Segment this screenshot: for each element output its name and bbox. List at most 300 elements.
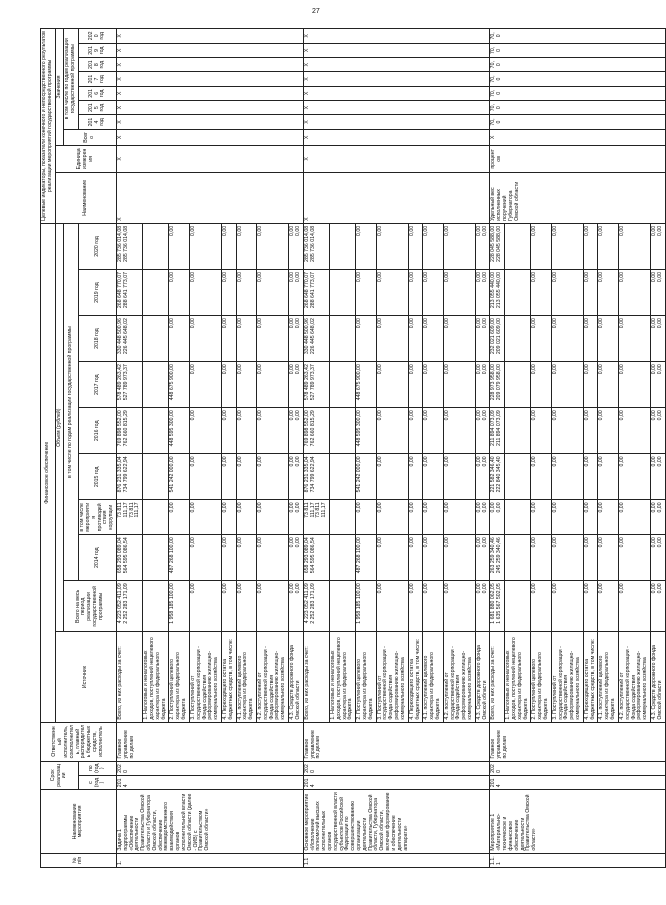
amount-anti: 0,00	[221, 500, 236, 535]
start-year: 2014	[303, 775, 490, 789]
executor: Главное управление по делам	[303, 722, 490, 761]
indicator-value: Х	[116, 29, 303, 44]
amount-y2016: 769 898 552,00 762 660 815,29	[303, 408, 329, 454]
amount-y2015	[329, 454, 355, 500]
amount-y2020: 0,00	[189, 223, 221, 269]
amount-y2019: 268 648 770,07 288 641 773,07	[116, 270, 142, 316]
amount-y2015	[143, 454, 169, 500]
amount-y2020: 0,00	[531, 223, 551, 269]
amount-y2015: 0,00	[189, 454, 221, 500]
header-unit: Единица измерения	[55, 146, 116, 173]
amount-y2017	[505, 362, 531, 408]
amount-y2014: 0,00	[423, 535, 443, 581]
header-end: по (год)	[79, 761, 117, 775]
page-number: 27	[312, 8, 320, 15]
amount-y2015: 0,00	[257, 454, 289, 500]
amount-anti: 0,00 0,00	[650, 500, 665, 535]
amount-total: 0,00 0,00	[289, 581, 304, 632]
amount-y2016: 0,00	[221, 408, 236, 454]
amount-y2017: 448 675 900,00	[169, 362, 189, 408]
header-2016: 2016 год	[79, 408, 117, 454]
header-ind-total: Всего	[64, 129, 117, 145]
amount-y2018: 0,00	[531, 316, 551, 362]
header-ind-name: Наименование	[55, 172, 116, 223]
amount-y2017: 0,00	[443, 362, 475, 408]
amount-y2019: 213 055 440,00 213 055 440,00	[490, 270, 505, 316]
end-year: 2020	[116, 761, 303, 775]
source-label: 2. Поступлений целевого характера из федерального бюджета	[356, 632, 376, 722]
header-ind-2016: 2016 год	[79, 86, 117, 100]
amount-y2016: 0,00 0,00	[475, 408, 490, 454]
amount-y2016: 0,00	[408, 408, 423, 454]
amount-y2019	[505, 270, 531, 316]
amount-y2017: 578 489 263,42 527 789 973,37	[116, 362, 142, 408]
amount-y2014: 658 293 089,04 564 595 086,54	[116, 535, 142, 581]
amount-total	[143, 581, 169, 632]
amount-total: 0,00	[408, 581, 423, 632]
indicator-name: Х	[116, 172, 303, 223]
amount-y2020: 0,00	[583, 223, 598, 269]
amount-anti: 0,00	[583, 500, 598, 535]
amount-total: 0,00	[423, 581, 443, 632]
indicator-value: Х	[303, 72, 490, 86]
source-label: 2. Поступлений целевого характера из федерального бюджета	[531, 632, 551, 722]
indicator-value: Х	[303, 86, 490, 100]
source-label: 3. Поступлений от государственной корпорации - Фонда содействия реформированию жилищно-коммунального хозяйства	[551, 632, 583, 722]
table-row	[116, 29, 142, 868]
amount-y2015: 0,00	[376, 454, 408, 500]
amount-y2016: 0,00	[583, 408, 598, 454]
amount-y2018: 0,00	[169, 316, 189, 362]
header-indicators: Целевые индикаторы, показатели конечного и непосредственного результатов реализации мероприятий государственной программы	[41, 29, 56, 224]
amount-total: 1 958 185 100,00	[169, 581, 189, 632]
amount-y2015: 0,00	[423, 454, 443, 500]
amount-y2017: 0,00 0,00	[475, 362, 490, 408]
amount-y2017: 448 675 900,00	[356, 362, 376, 408]
amount-y2018: 232 021 609,00 209 021 609,00	[490, 316, 505, 362]
header-period: Срок реализации	[41, 761, 79, 790]
amount-y2019	[329, 270, 355, 316]
amount-y2014: 0,00	[221, 535, 236, 581]
source-label: Всего, из них расходы за счет:	[303, 632, 329, 722]
amount-y2018: 0,00 0,00	[650, 316, 665, 362]
source-label: 4.1. поступлений целевого характера из федерального бюджета	[598, 632, 618, 722]
amount-y2020: 0,00 0,00	[475, 223, 490, 269]
indicator-value: 70,0	[490, 58, 665, 72]
activity-name: Мероприятие 1 «Материально-техническое и финансовое обеспечение деятельности Правительства Омской области»	[490, 790, 665, 853]
amount-y2018: 0,00	[356, 316, 376, 362]
amount-y2014	[505, 535, 531, 581]
amount-y2017: 0,00	[221, 362, 236, 408]
indicator-name: Х	[303, 172, 490, 223]
indicator-total: Х	[490, 129, 665, 145]
amount-y2020: 0,00	[408, 223, 423, 269]
amount-y2020	[143, 223, 169, 269]
amount-y2020: 285 736 014,08 285 736 014,08	[303, 223, 329, 269]
amount-y2016: 769 898 552,00 762 660 815,29	[116, 408, 142, 454]
amount-y2015: 0,00	[583, 454, 598, 500]
amount-y2020: 0,00	[443, 223, 475, 269]
indicator-value: 70,0	[490, 86, 665, 100]
source-label: 1. Налоговых и неналоговых доходов, поступлений нецелевого характера из федерального бюджета	[329, 632, 355, 722]
amount-y2020: 0,00	[551, 223, 583, 269]
indicator-value: Х	[303, 115, 490, 129]
amount-total: 0,00	[598, 581, 618, 632]
amount-anti: 73 811 111,17 73 811 111,17	[116, 500, 142, 535]
amount-y2019	[143, 270, 169, 316]
header-ind-2017: 2017 год	[79, 72, 117, 86]
amount-y2018: 0,00	[189, 316, 221, 362]
amount-anti	[505, 500, 531, 535]
amount-anti: 0,00	[169, 500, 189, 535]
amount-y2017: 0,00	[423, 362, 443, 408]
amount-y2014: 0,00	[236, 535, 256, 581]
amount-y2017: 0,00 0,00	[289, 362, 304, 408]
header-num: № п/п	[41, 853, 117, 867]
amount-y2014: 0,00	[257, 535, 289, 581]
header-start: с (год)	[79, 775, 117, 789]
amount-y2017	[143, 362, 169, 408]
amount-y2016	[143, 408, 169, 454]
amount-y2017: 0,00	[531, 362, 551, 408]
amount-y2016: 211 894 073,09 211 894 073,09	[490, 408, 505, 454]
header-2015: 2015 год	[79, 454, 117, 500]
indicator-unit: Х	[116, 146, 303, 173]
amount-y2019: 0,00	[221, 270, 236, 316]
amount-total: 0,00	[583, 581, 598, 632]
amount-total: 0,00	[551, 581, 583, 632]
indicator-value: 70,0	[490, 115, 665, 129]
amount-y2020: 0,00	[221, 223, 236, 269]
amount-y2020: 0,00	[257, 223, 289, 269]
amount-y2017: 0,00	[189, 362, 221, 408]
amount-y2014: 0,00	[598, 535, 618, 581]
amount-y2015: 0,00	[598, 454, 618, 500]
amount-y2014	[329, 535, 355, 581]
header-ind-2019: 2019 год	[79, 43, 117, 57]
amount-anti	[329, 500, 355, 535]
amount-y2016: 0,00	[189, 408, 221, 454]
indicator-value: Х	[116, 58, 303, 72]
amount-total: 0,00	[189, 581, 221, 632]
amount-y2016: 0,00	[551, 408, 583, 454]
source-label: 4.2. поступлений от государственной корпорации - Фонда содействия реформированию жилищно-коммунального хозяйства	[257, 632, 289, 722]
source-label: 4.2. поступлений от государственной корпорации - Фонда содействия реформированию жилищно-коммунального хозяйства	[618, 632, 650, 722]
amount-y2015: 541 242 000,00	[356, 454, 376, 500]
amount-y2015: 0,00	[408, 454, 423, 500]
amount-y2020: 0,00	[169, 223, 189, 269]
amount-y2018: 330 448 500,96 226 445 648,02	[303, 316, 329, 362]
source-label: 4.3. Средств дорожного фонда Омской области	[475, 632, 490, 722]
indicator-value: Х	[303, 43, 490, 57]
amount-y2020: 0,00	[236, 223, 256, 269]
source-label: 4. Переходящего остатка бюджетных средств, в том числе:	[408, 632, 423, 722]
amount-y2017: 0,00	[236, 362, 256, 408]
amount-y2018: 0,00 0,00	[475, 316, 490, 362]
header-ind-2014: 2014 год	[79, 115, 117, 129]
source-label: 3. Поступлений от государственной корпорации - Фонда содействия реформированию жилищно-коммунального хозяйства	[189, 632, 221, 722]
amount-anti: 0,00	[189, 500, 221, 535]
executor: Главное управление по делам	[116, 722, 303, 761]
header-sources: Источник	[55, 632, 116, 722]
amount-y2019: 0,00	[257, 270, 289, 316]
amount-y2015: 0,00	[618, 454, 650, 500]
amount-y2019: 0,00	[583, 270, 598, 316]
source-label: 4.1. поступлений целевого характера из федерального бюджета	[423, 632, 443, 722]
amount-y2019: 0,00	[531, 270, 551, 316]
amount-y2014: 0,00	[189, 535, 221, 581]
amount-y2018: 0,00 0,00	[289, 316, 304, 362]
indicator-value: Х	[116, 101, 303, 115]
end-year: 2020	[303, 761, 490, 775]
row-number: 1.1.1	[490, 853, 665, 867]
indicator-total: Х	[116, 129, 303, 145]
amount-total: 0,00	[443, 581, 475, 632]
start-year: 2014	[116, 775, 303, 789]
header-incl-years: в том числе по годам реализации государственной программы	[64, 223, 79, 580]
amount-anti: 73 811 111,17 73 811 111,17	[303, 500, 329, 535]
indicator-value: 70,0	[490, 43, 665, 57]
header-total: Всего на весь период реализации государственной программы	[64, 581, 117, 632]
amount-y2019: 0,00 0,00	[289, 270, 304, 316]
amount-y2015: 876 231 335,04 734 799 622,94	[303, 454, 329, 500]
amount-y2018	[143, 316, 169, 362]
header-2014: 2014 год	[79, 535, 117, 581]
amount-total: 0,00 0,00	[475, 581, 490, 632]
amount-anti: 0,00	[257, 500, 289, 535]
amount-y2014: 0,00	[583, 535, 598, 581]
amount-total: 1 681 880 062,05 1 635 567 502,05	[490, 581, 505, 632]
amount-y2018	[329, 316, 355, 362]
amount-y2020: 228 045 588,00 228 045 588,00	[490, 223, 505, 269]
header-2020: 2020 год	[79, 223, 117, 269]
amount-y2015: 541 242 000,00	[169, 454, 189, 500]
table-row	[303, 29, 329, 868]
indicator-value: Х	[303, 101, 490, 115]
amount-y2016: 0,00	[236, 408, 256, 454]
amount-total: 1 958 185 100,00	[356, 581, 376, 632]
amount-anti: 0,00	[236, 500, 256, 535]
amount-anti: 0,00	[551, 500, 583, 535]
amount-y2015: 221 582 346,40 222 840 345,40	[490, 454, 505, 500]
amount-y2018: 0,00	[236, 316, 256, 362]
amount-total: 0,00	[531, 581, 551, 632]
amount-y2016: 448 595 300,00	[169, 408, 189, 454]
amount-y2019: 0,00	[356, 270, 376, 316]
amount-y2019: 0,00	[423, 270, 443, 316]
header-executor: Ответственный исполнитель, соисполнитель, главный распорядитель бюджетных средств, исполнитель	[41, 722, 117, 761]
amount-y2017: 0,00	[598, 362, 618, 408]
amount-total: 4 223 052 411,09 2 252 283 171,09	[303, 581, 329, 632]
amount-y2020: 0,00	[356, 223, 376, 269]
amount-y2020: 285 736 014,08 285 736 014,08	[116, 223, 142, 269]
amount-y2014: 0,00	[551, 535, 583, 581]
amount-y2017: 578 489 263,42 527 789 973,37	[303, 362, 329, 408]
rotated-table-page	[40, 28, 663, 868]
amount-y2015: 876 231 335,04 734 799 622,94	[116, 454, 142, 500]
amount-y2016: 0,00	[423, 408, 443, 454]
amount-y2018: 330 448 500,96 226 445 648,02	[116, 316, 142, 362]
amount-total: 0,00	[221, 581, 236, 632]
header-ind-2015: 2015 год	[79, 101, 117, 115]
amount-y2016: 448 595 300,00	[356, 408, 376, 454]
amount-y2016: 0,00	[257, 408, 289, 454]
source-label: 4. Переходящего остатка бюджетных средств, в том числе:	[583, 632, 598, 722]
amount-y2018	[505, 316, 531, 362]
amount-y2015: 0,00	[236, 454, 256, 500]
amount-anti: 0,00	[356, 500, 376, 535]
amount-anti: 0,00 0,00	[475, 500, 490, 535]
amount-y2014: 658 293 089,04 564 595 086,54	[303, 535, 329, 581]
indicator-value: 70,0	[490, 101, 665, 115]
end-year: 2020	[490, 761, 665, 775]
header-values: Значения	[55, 29, 64, 146]
amount-y2015: 0,00	[443, 454, 475, 500]
amount-y2016: 0,00	[531, 408, 551, 454]
amount-y2015: 0,00 0,00	[650, 454, 665, 500]
indicator-value: Х	[116, 72, 303, 86]
amount-y2019: 0,00	[618, 270, 650, 316]
amount-y2020: 0,00	[618, 223, 650, 269]
amount-y2018: 0,00	[221, 316, 236, 362]
amount-y2015	[505, 454, 531, 500]
amount-y2014: 0,00	[408, 535, 423, 581]
amount-y2019: 0,00	[376, 270, 408, 316]
amount-total: 0,00	[257, 581, 289, 632]
amount-y2017	[329, 362, 355, 408]
amount-total	[505, 581, 531, 632]
header-2017: 2017 год	[79, 362, 117, 408]
amount-y2020: 0,00	[423, 223, 443, 269]
amount-y2016: 0,00	[598, 408, 618, 454]
indicator-value: Х	[116, 115, 303, 129]
amount-anti: 0,00	[443, 500, 475, 535]
indicator-total: Х	[303, 129, 490, 145]
amount-anti: 0,00	[408, 500, 423, 535]
executor: Главное управление по делам	[490, 722, 665, 761]
table-row	[490, 29, 505, 868]
amount-y2019: 0,00	[598, 270, 618, 316]
header-2018: 2018 год	[79, 316, 117, 362]
amount-y2016: 0,00	[618, 408, 650, 454]
amount-y2018: 0,00	[598, 316, 618, 362]
amount-y2019: 0,00	[236, 270, 256, 316]
indicator-value: Х	[116, 43, 303, 57]
source-label: 4.2. поступлений от государственной корпорации - Фонда содействия реформированию жилищно-коммунального хозяйства	[443, 632, 475, 722]
indicator-value: Х	[116, 86, 303, 100]
amount-y2019: 0,00 0,00	[475, 270, 490, 316]
amount-anti: 0,00	[598, 500, 618, 535]
header-ind-2020: 2020 год	[79, 29, 117, 44]
source-label: Всего, из них расходы за счет:	[490, 632, 505, 722]
amount-anti: 0,00 0,00	[490, 500, 505, 535]
amount-y2014: 487 268 100,00	[356, 535, 376, 581]
amount-total: 0,00	[618, 581, 650, 632]
amount-y2016: 0,00 0,00	[650, 408, 665, 454]
amount-y2020	[329, 223, 355, 269]
start-year: 2014	[490, 775, 665, 789]
source-label: 4.3. Средств дорожного фонда Омской области	[289, 632, 304, 722]
amount-y2014: 0,00 0,00	[475, 535, 490, 581]
amount-y2016	[329, 408, 355, 454]
amount-y2020	[505, 223, 531, 269]
amount-y2017: 0,00 0,00	[650, 362, 665, 408]
amount-anti: 0,00	[376, 500, 408, 535]
amount-y2014: 263 259 340,46 245 259 340,46	[490, 535, 505, 581]
amount-y2018: 0,00	[257, 316, 289, 362]
amount-y2019: 0,00 0,00	[650, 270, 665, 316]
amount-y2018: 0,00	[376, 316, 408, 362]
amount-y2019: 0,00	[169, 270, 189, 316]
row-number: 1.1	[303, 853, 490, 867]
amount-y2016: 0,00 0,00	[289, 408, 304, 454]
amount-y2019: 0,00	[551, 270, 583, 316]
amount-y2017: 0,00	[583, 362, 598, 408]
indicator-unit: Х	[303, 146, 490, 173]
source-label: 2. Поступлений целевого характера из федерального бюджета	[169, 632, 189, 722]
amount-y2017: 0,00	[257, 362, 289, 408]
header-ind-years: в том числе по годам реализации государственной программы	[64, 29, 79, 130]
amount-y2017: 228 973 958,00 209 079 958,00	[490, 362, 505, 408]
source-label: 4. Переходящего остатка бюджетных средств, в том числе:	[221, 632, 236, 722]
amount-y2016: 0,00	[376, 408, 408, 454]
amount-anti: 0,00	[618, 500, 650, 535]
amount-y2020: 0,00 0,00	[289, 223, 304, 269]
amount-y2016	[505, 408, 531, 454]
amount-anti	[143, 500, 169, 535]
indicator-value: 70,0	[490, 72, 665, 86]
amount-y2014: 0,00	[443, 535, 475, 581]
indicator-value: 70,0	[490, 29, 665, 44]
amount-y2018: 0,00	[618, 316, 650, 362]
amount-total: 0,00 0,00	[650, 581, 665, 632]
amount-total: 4 223 052 411,09 2 252 283 171,09	[116, 581, 142, 632]
activity-name: Основное мероприятие «Исполнение полномочий высших исполнительных органов государственной власти субъектов Российской Федерации по совершенствованию организации деятельности Правительства Омской области, Губернатора Омской области, включая формирование и обеспечение деятельности аппарата»	[303, 790, 490, 853]
source-label: 4.1. поступлений целевого характера из федерального бюджета	[236, 632, 256, 722]
amount-total: 0,00	[376, 581, 408, 632]
amount-anti: 0,00	[531, 500, 551, 535]
source-label: 4.3. Средств дорожного фонда Омской области	[650, 632, 665, 722]
amount-y2020: 0,00	[376, 223, 408, 269]
header-volume: Объем (рублей)	[55, 223, 64, 632]
amount-y2014: 0,00	[618, 535, 650, 581]
amount-y2017: 0,00	[376, 362, 408, 408]
indicator-value: Х	[303, 29, 490, 44]
amount-y2015: 0,00	[221, 454, 236, 500]
source-label: 1. Налоговых и неналоговых доходов, поступлений нецелевого характера из федерального бюджета	[143, 632, 169, 722]
amount-y2014: 0,00 0,00	[289, 535, 304, 581]
amount-y2014: 487 268 100,00	[169, 535, 189, 581]
indicator-unit: процентов	[490, 146, 665, 173]
amount-y2019: 0,00	[189, 270, 221, 316]
amount-y2019: 0,00	[443, 270, 475, 316]
amount-y2014: 0,00 0,00	[650, 535, 665, 581]
amount-y2017: 0,00	[551, 362, 583, 408]
amount-y2018: 0,00	[443, 316, 475, 362]
amount-y2017: 0,00	[618, 362, 650, 408]
amount-total: 0,00	[236, 581, 256, 632]
source-label: 3. Поступлений от государственной корпорации - Фонда содействия реформированию жилищно-коммунального хозяйства	[376, 632, 408, 722]
amount-y2019: 0,00	[408, 270, 423, 316]
amount-y2017: 0,00	[408, 362, 423, 408]
indicator-name: Удельный вес исполненных поручений Губернатора Омской области	[490, 172, 665, 223]
header-2019: 2019 год	[79, 270, 117, 316]
amount-y2018: 0,00	[583, 316, 598, 362]
indicator-value: Х	[303, 58, 490, 72]
amount-y2018: 0,00	[408, 316, 423, 362]
header-finance: Финансовое обеспечение	[41, 223, 56, 722]
amount-y2015: 0,00 0,00	[475, 454, 490, 500]
